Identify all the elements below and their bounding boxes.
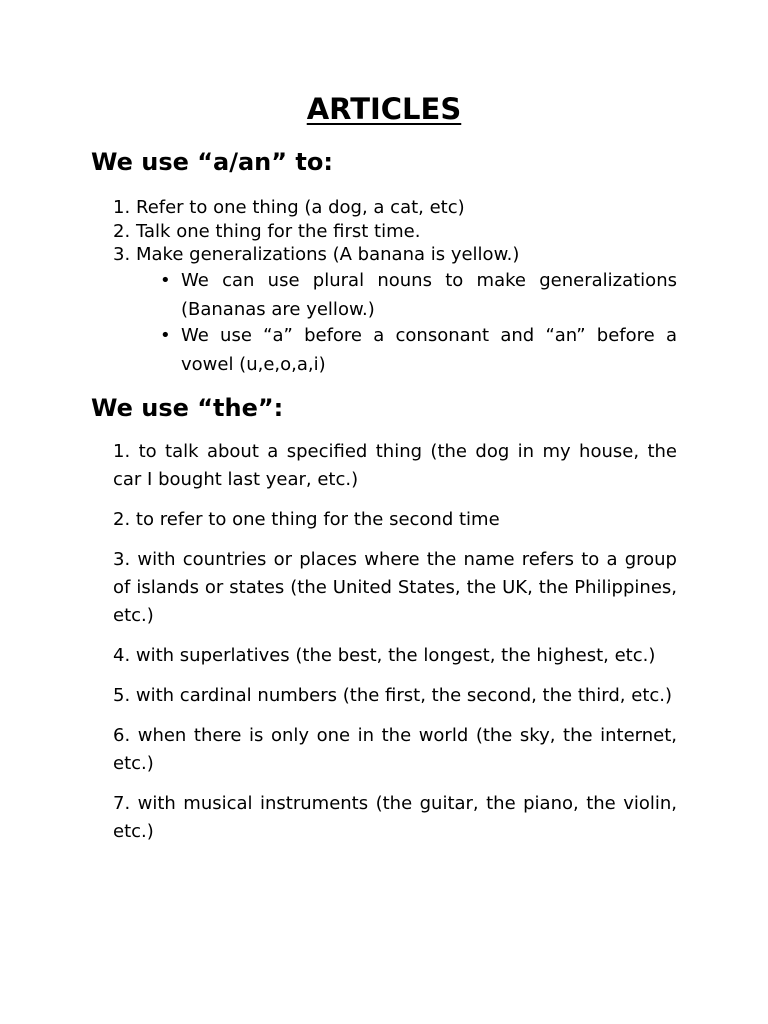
list-item: 6. when there is only one in the world (the sky, the internet, etc.) [113,725,677,774]
a-an-bullet-list [160,266,677,376]
bullet-text: We can use plural nouns to make generalizations (Bananas are yellow.) [181,270,677,320]
list-number: 1. [113,197,131,218]
list-item [113,220,683,244]
list-number: 3. [113,244,131,265]
bullet-text: We use “a” before a consonant and “an” before a vowel (u,e,o,a,i) [181,325,677,375]
bullet-item [160,266,677,324]
list-item: 2. to refer to one thing for the second time [113,509,500,530]
list-text: Make generalizations (A banana is yellow.) [136,244,520,265]
bullet-item [160,321,677,379]
list-text: Refer to one thing (a dog, a cat, etc) [136,197,465,218]
a-an-numbered-list [113,196,683,267]
list-item: 4. with superlatives (the best, the longest, the highest, etc.) [113,645,656,666]
list-item: 3. with countries or places where the name refers to a group of islands or states (the United States, the UK, the Philippines, etc.) [113,549,677,626]
list-number: 2. [113,220,131,242]
bullet-icon: • [160,325,171,346]
bullet-icon: • [160,270,171,291]
page-title: ARTICLES [306,92,462,126]
list-item: 5. with cardinal numbers (the first, the second, the third, etc.) [113,685,673,706]
list-item: 1. to talk about a specified thing (the dog in my house, the car I bought last year, etc.) [113,441,677,490]
list-item: 7. with musical instruments (the guitar, the piano, the violin, etc.) [113,793,677,842]
the-usage-list [113,438,677,858]
section-a-an-heading: We use “a/an” to: [91,148,333,176]
list-item [113,196,683,220]
list-text: Talk one thing for the first time. [136,220,421,242]
list-item [113,243,683,267]
section-the-heading: We use “the”: [91,394,284,422]
